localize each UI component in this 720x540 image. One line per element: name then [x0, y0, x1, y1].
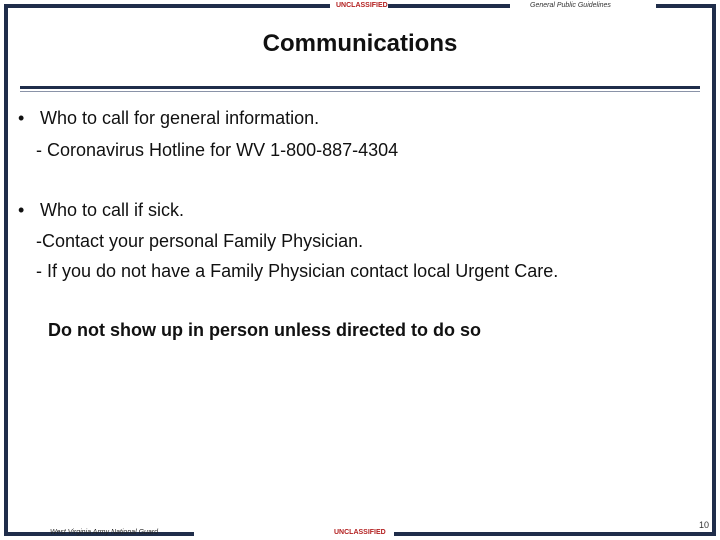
frame-left-border — [4, 4, 8, 536]
frame-bottom-border-right — [394, 532, 716, 536]
slide-title: Communications — [262, 30, 458, 57]
footer-classification: UNCLASSIFIED — [334, 529, 386, 536]
frame-top-border-middle — [388, 4, 510, 8]
bullet-marker: • — [18, 200, 25, 220]
frame-top-border-left — [4, 4, 330, 8]
bullet-detail-physician: -Contact your personal Family Physician. — [36, 231, 364, 251]
header-section-label: General Public Guidelines — [530, 2, 611, 9]
bullet-if-sick — [18, 200, 184, 221]
bullet-heading: Who to call for general information. — [40, 108, 320, 128]
header-classification: UNCLASSIFIED — [336, 2, 388, 9]
title-divider — [20, 86, 700, 89]
emphasis-notice: Do not show up in person unless directed to do so — [48, 320, 482, 340]
bullet-detail-urgent-care: - If you do not have a Family Physician contact local Urgent Care. — [36, 261, 559, 281]
frame-right-border — [712, 4, 716, 536]
title-divider-thin — [20, 91, 700, 92]
bullet-general-info — [18, 108, 319, 129]
bullet-marker: • — [18, 108, 25, 128]
bullet-detail-hotline: - Coronavirus Hotline for WV 1-800-887-4304 — [36, 140, 399, 160]
bullet-heading: Who to call if sick. — [40, 200, 185, 220]
frame-top-border-right — [656, 4, 716, 8]
footer-organization: West Virginia Army National Guard — [50, 529, 159, 536]
page-number: 10 — [699, 520, 710, 530]
